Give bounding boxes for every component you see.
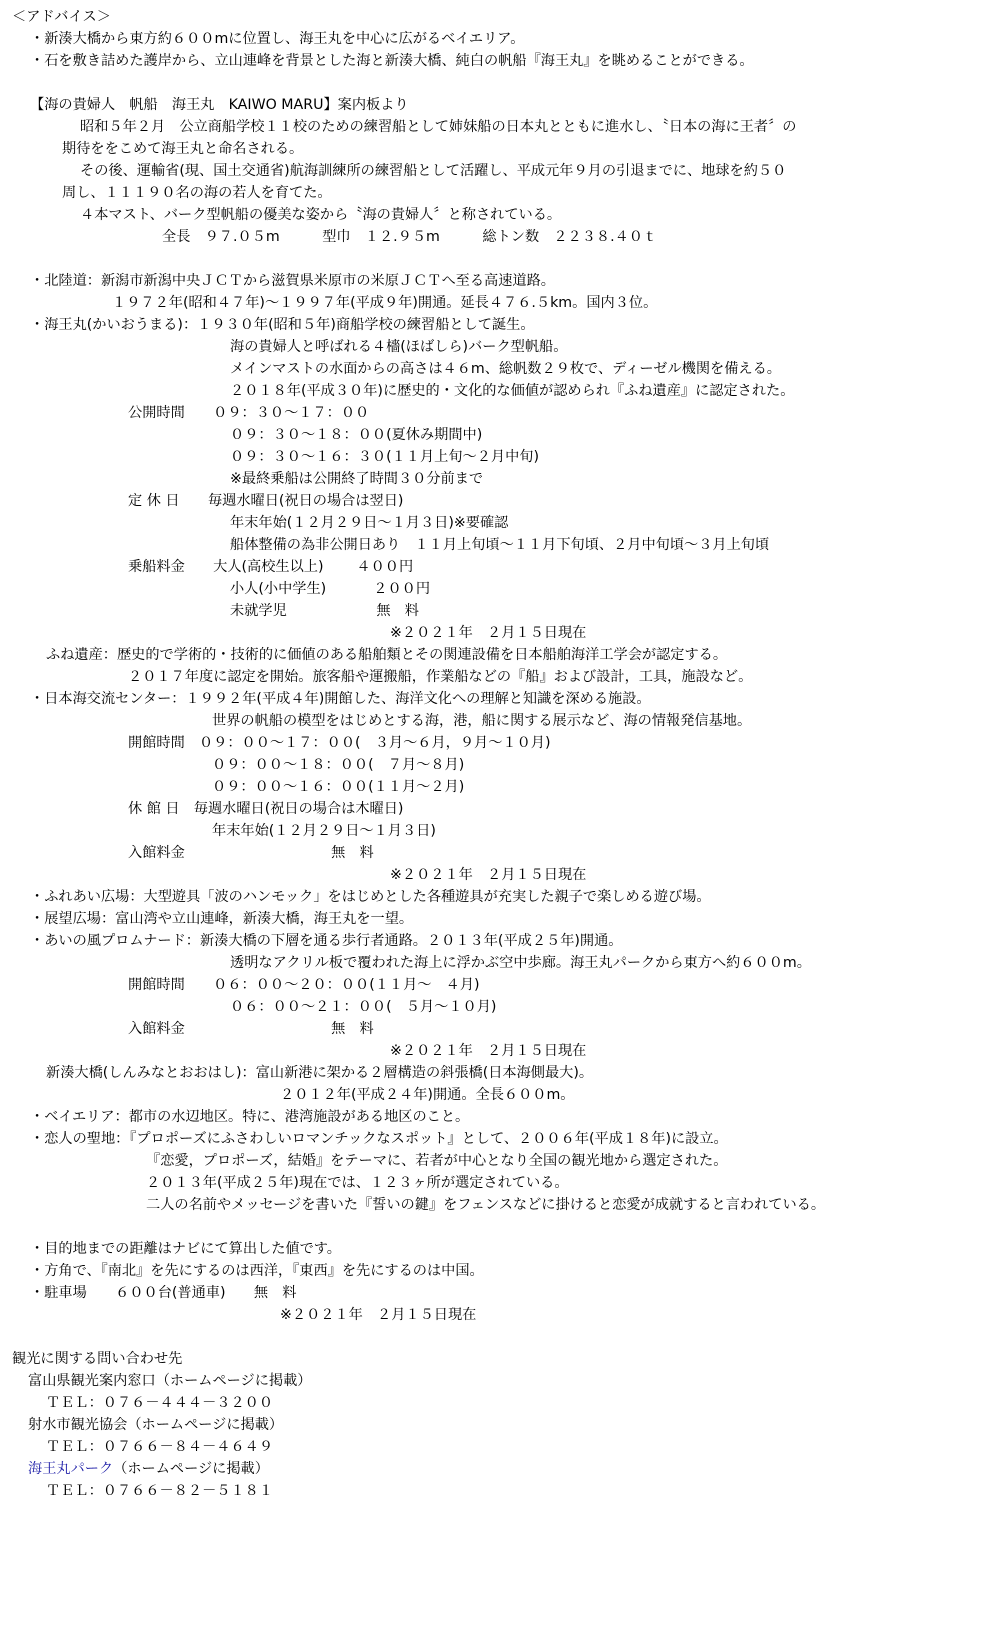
- as-of-date: ※２０２１年 ２月１５日現在: [390, 867, 587, 883]
- bullet-tenbo-hiroba: ・展望広場：富山湾や立山連峰，新湊大橋，海王丸を一望。: [30, 911, 414, 927]
- nihonkai-center-closed: 年末年始(１２月２９日～１月３日): [212, 823, 436, 839]
- nihonkai-center-hours: 開館時間 ０９：００～１７：００( ３月～６月，９月～１０月): [128, 735, 551, 751]
- inquiry-heading: 観光に関する問い合わせ先: [12, 1351, 183, 1367]
- kaiwomaru-detail: ２０１８年(平成３０年)に歴史的・文化的な価値が認められ『ふね遺産』に認定された。: [230, 383, 795, 399]
- as-of-date: ※２０２１年 ２月１５日現在: [390, 625, 587, 641]
- advice-heading: ＜アドバイス＞: [12, 9, 111, 25]
- bullet-hokurikudo: ・北陸道：新潟市新潟中央ＪＣＴから滋賀県米原市の米原ＪＣＴへ至る高速道路。: [30, 273, 555, 289]
- kaiwomaru-park-note: （ホームページに掲載）: [113, 1461, 269, 1477]
- koibito-detail: 二人の名前やメッセージを書いた『誓いの鍵』をフェンスなどに掛けると恋愛が成就すると言われている。: [146, 1197, 826, 1213]
- signboard-heading: 【海の貴婦人 帆船 海王丸 KAIWO MARU】案内板より: [30, 97, 409, 113]
- ship-dimensions: 全長 ９７.０５m 型巾 １２.９５m 総トン数 ２２３８.４０ｔ: [162, 229, 658, 245]
- koibito-detail: ２０１３年(平成２５年)現在では、１２３ヶ所が選定されている。: [146, 1175, 569, 1191]
- kaiwomaru-open-hours: 公開時間 ０９：３０～１７：００: [128, 405, 370, 421]
- inquiry-kaiwomaru-tel: ＴＥＬ：０７６６－８２－５１８１: [46, 1483, 274, 1499]
- promenade-detail: 透明なアクリル板で覆われた海上に浮かぶ空中歩廊。海王丸パークから東方へ約６００m。: [230, 955, 811, 971]
- kaiwomaru-open-hours: ０９：３０～１６：３０(１１月上旬～２月中旬): [230, 449, 540, 465]
- kaiwomaru-open-hours: ※最終乗船は公開終了時間３０分前まで: [230, 471, 484, 487]
- bullet-koibito-no-seichi: ・恋人の聖地：『プロポーズにふさわしいロマンチックなスポット』として、２００６年(平成１８年)に設立。: [30, 1131, 728, 1147]
- nihonkai-center-closed: 休 館 日 毎週水曜日(祝日の場合は木曜日): [128, 801, 404, 817]
- koibito-detail: 『恋愛，プロポーズ，結婚』をテーマに、若者が中心となり全国の観光地から選定された。: [146, 1153, 728, 1169]
- nihonkai-center-detail: 世界の帆船の模型をはじめとする海，港，船に関する展示など、海の情報発信基地。: [212, 713, 752, 729]
- inquiry-imizu-city: 射水市観光協会（ホームページに掲載）: [28, 1417, 284, 1433]
- nihonkai-center-hours: ０９：００～１６：００(１１月～２月): [212, 779, 465, 795]
- signboard-text: 周し、１１１９０名の海の若人を育てた。: [62, 185, 332, 201]
- shinminato-bridge: 新湊大橋(しんみなとおおはし)：富山新港に架かる２層構造の斜張橋(日本海側最大)。: [46, 1065, 594, 1081]
- promenade-hours: 開館時間 ０６：００～２０：００(１１月～ ４月): [128, 977, 480, 993]
- inquiry-kaiwomaru-park: [28, 1458, 269, 1480]
- promenade-fee: 入館料金 無 料: [128, 1021, 374, 1037]
- bullet-bay-area-view: ・石を敷き詰めた護岸から、立山連峰を背景とした海と新湊大橋、純白の帆船『海王丸』を眺めることができる。: [30, 53, 754, 69]
- kaiwomaru-open-hours: ０９：３０～１８：００(夏休み期間中): [230, 427, 483, 443]
- signboard-text: 昭和５年２月 公立商船学校１１校のための練習船として姉妹船の日本丸とともに進水し、〝日本の海に王者〞の: [80, 119, 797, 135]
- bullet-bay-area-location: ・新湊大橋から東方約６００mに位置し、海王丸を中心に広がるベイエリア。: [30, 31, 525, 47]
- inquiry-imizu-tel: ＴＥＬ：０７６６－８４－４６４９: [46, 1439, 274, 1455]
- kaiwomaru-park-link[interactable]: 海王丸パーク: [28, 1461, 114, 1477]
- kaiwomaru-fee: 未就学児 無 料: [230, 603, 419, 619]
- kaiwomaru-detail: 海の貴婦人と呼ばれる４檣(ほばしら)バーク型帆船。: [230, 339, 568, 355]
- signboard-text: ４本マスト、バーク型帆船の優美な姿から〝海の貴婦人〞と称されている。: [80, 207, 562, 223]
- bullet-direction-note: ・方角で、『南北』を先にするのは西洋，『東西』を先にするのは中国。: [30, 1263, 484, 1279]
- kaiwomaru-closed-days: 船体整備の為非公開日あり １１月上旬頃～１１月下旬頃、２月中旬頃～３月上旬頃: [230, 537, 770, 553]
- promenade-hours: ０６：００～２１：００( ５月～１０月): [230, 999, 497, 1015]
- shinminato-bridge-detail: ２０１２年(平成２４年)開通。全長６００m。: [280, 1087, 575, 1103]
- hokurikudo-detail: １９７２年(昭和４７年)～１９９７年(平成９年)開通。延長４７６.５km。国内３位。: [112, 295, 658, 311]
- bullet-kaiwomaru: ・海王丸(かいおうまる)：１９３０年(昭和５年)商船学校の練習船として誕生。: [30, 317, 535, 333]
- kaiwomaru-fee: 小人(小中学生) ２００円: [230, 581, 431, 597]
- bullet-ainokaze-promenade: ・あいの風プロムナード：新湊大橋の下層を通る歩行者通路。２０１３年(平成２５年)開通。: [30, 933, 623, 949]
- bullet-nihonkai-center: ・日本海交流センター：１９９２年(平成４年)開館した、海洋文化への理解と知識を深める施設。: [30, 691, 651, 707]
- as-of-date: ※２０２１年 ２月１５日現在: [280, 1307, 477, 1323]
- inquiry-toyama-tel: ＴＥＬ：０７６－４４４－３２００: [46, 1395, 274, 1411]
- nihonkai-center-hours: ０９：００～１８：００( ７月～８月): [212, 757, 465, 773]
- kaiwomaru-closed-days: 年末年始(１２月２９日～１月３日)※要確認: [230, 515, 509, 531]
- bullet-bay-area-definition: ・ベイエリア：都市の水辺地区。特に、港湾施設がある地区のこと。: [30, 1109, 470, 1125]
- bullet-distance-note: ・目的地までの距離はナビにて算出した値です。: [30, 1241, 341, 1257]
- fune-isan-detail: ２０１７年度に認定を開始。旅客船や運搬船，作業船などの『船』および設計，工具，施設など。: [128, 669, 753, 685]
- kaiwomaru-fee: 乗船料金 大人(高校生以上) ４００円: [128, 559, 414, 575]
- nihonkai-center-fee: 入館料金 無 料: [128, 845, 374, 861]
- as-of-date: ※２０２１年 ２月１５日現在: [390, 1043, 587, 1059]
- kaiwomaru-detail: メインマストの水面からの高さは４６m、総帆数２９枚で、ディーゼル機関を備える。: [230, 361, 781, 377]
- signboard-text: 期待ををこめて海王丸と命名される。: [62, 141, 304, 157]
- fune-isan-definition: ふね遺産：歴史的で学術的・技術的に価値のある船舶類とその関連設備を日本船舶海洋工学会が認定する。: [46, 647, 728, 663]
- kaiwomaru-closed-days: 定 休 日 毎週水曜日(祝日の場合は翌日): [128, 493, 404, 509]
- bullet-fureai-hiroba: ・ふれあい広場：大型遊具「波のハンモック」をはじめとした各種遊具が充実した親子で楽しめる遊び場。: [30, 889, 711, 905]
- bullet-parking: ・駐車場 ６００台(普通車) 無 料: [30, 1285, 297, 1301]
- inquiry-toyama-prefecture: 富山県観光案内窓口（ホームページに掲載）: [28, 1373, 312, 1389]
- signboard-text: その後、運輸省(現、国土交通省)航海訓練所の練習船として活躍し、平成元年９月の引退までに、地球を約５０: [80, 163, 787, 179]
